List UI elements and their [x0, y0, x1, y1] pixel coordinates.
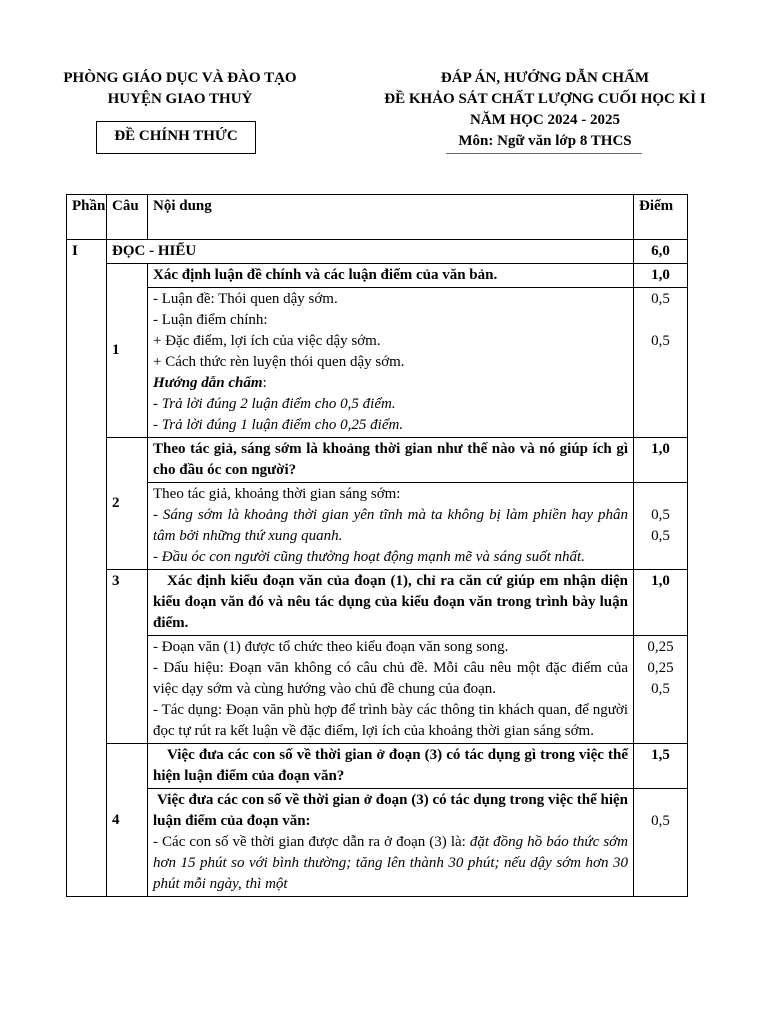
q3-answer [148, 636, 634, 744]
q1-scores [634, 288, 688, 438]
q2-answer-row [67, 483, 688, 570]
subject: Môn: Ngữ văn lớp 8 THCS [458, 133, 632, 149]
q4-score: 0,5 [651, 813, 670, 829]
q3-answer-line: - Tác dụng: Đoạn văn phù hợp để trình bày các thông tin khách quan, để người đọc tự rút ra kết luận về đặc điểm, lợi ích của khoảng thời gian sáng sớm. [153, 702, 628, 739]
q3-score-b: 0,25 [647, 660, 674, 676]
q2-question-row [67, 438, 688, 483]
q1-score-b: 0,5 [651, 333, 670, 349]
q3-question: Xác định kiểu đoạn văn của đoạn (1), chỉ ra căn cứ giúp em nhận diện kiểu đoạn văn đó và nêu tác dụng của kiểu đoạn văn trong trình bày luận điểm. [148, 570, 634, 636]
table-header-row [67, 195, 688, 240]
q1-question-score: 1,0 [634, 264, 688, 288]
q2-point: - Đầu óc con người cũng thường hoạt động mạnh mẽ và sáng suốt nhất. [153, 549, 585, 565]
q1-score-a: 0,5 [651, 291, 670, 307]
q1-guide-line: - Trả lời đúng 2 luận điểm cho 0,5 điểm. [153, 396, 396, 412]
exam-name: ĐỀ KHẢO SÁT CHẤT LƯỢNG CUỐI HỌC KÌ I [384, 91, 706, 107]
header-question: Câu [107, 195, 148, 240]
q3-question-row [67, 570, 688, 636]
department-header [40, 68, 320, 110]
answer-key-title: ĐÁP ÁN, HƯỚNG DẪN CHẤM [440, 70, 650, 86]
q2-score-b: 0,5 [651, 528, 670, 544]
q1-answer [148, 288, 634, 438]
q4-answer [148, 789, 634, 897]
q4-scores [634, 789, 688, 897]
header-part: Phần [67, 195, 107, 240]
q1-answer-line: - Luận điểm chính: [153, 312, 268, 328]
q3-score-a: 0,25 [647, 639, 674, 655]
subject-underline [446, 153, 642, 154]
q2-number: 2 [107, 438, 148, 570]
q3-score-c: 0,5 [651, 681, 670, 697]
section-title: ĐỌC - HIỂU [107, 240, 634, 264]
q3-question-score: 1,0 [634, 570, 688, 636]
q2-intro: Theo tác giả, khoảng thời gian sáng sớm: [153, 486, 401, 502]
q1-question: Xác định luận đề chính và các luận điểm của văn bản. [148, 264, 634, 288]
department-name: PHÒNG GIÁO DỤC VÀ ĐÀO TẠO [63, 70, 297, 86]
q1-answer-row [67, 288, 688, 438]
section-score: 6,0 [634, 240, 688, 264]
q3-scores [634, 636, 688, 744]
q1-answer-line: + Cách thức rèn luyện thói quen dậy sớm. [153, 354, 405, 370]
q4-answer-text: - Các con số về thời gian được dẫn ra ở đoạn (3) là: đặt đồng hồ báo thức sớm hơn 15 phút so với bình thường; tăng lên thành 30 phút; nếu dậy sớm hơn 30 phút mỗi ngày, thì một [153, 834, 628, 892]
q2-answer [148, 483, 634, 570]
section-part: I [67, 240, 107, 897]
q1-answer-line: + Đặc điểm, lợi ích của việc dậy sớm. [153, 333, 381, 349]
header-score: Điểm [634, 195, 688, 240]
q1-question-row [67, 264, 688, 288]
q2-scores [634, 483, 688, 570]
q2-question: Theo tác giả, sáng sớm là khoảng thời gian như thế nào và nó giúp ích gì cho đầu óc con người? [148, 438, 634, 483]
q4-answer-title: Việc đưa các con số về thời gian ở đoạn (3) có tác dụng trong việc thể hiện luận điểm của đoạn văn: [153, 792, 629, 829]
district-name: HUYỆN GIAO THUỶ [107, 91, 253, 107]
q4-question-score: 1,5 [634, 744, 688, 789]
q2-question-score: 1,0 [634, 438, 688, 483]
q1-number: 1 [107, 264, 148, 438]
q3-number: 3 [107, 570, 148, 744]
q4-number: 4 [107, 744, 148, 897]
header-content: Nội dung [148, 195, 634, 240]
section-row [67, 240, 688, 264]
q1-guide-line: - Trả lời đúng 1 luận điểm cho 0,25 điểm. [153, 417, 404, 433]
official-exam-box: ĐỀ CHÍNH THỨC [96, 121, 256, 154]
q4-question: Việc đưa các con số về thời gian ở đoạn (3) có tác dụng gì trong việc thể hiện luận điểm của đoạn văn? [148, 744, 634, 789]
q4-question-row [67, 744, 688, 789]
q2-point: - Sáng sớm là khoảng thời gian yên tĩnh mà ta không bị làm phiền hay phân tâm bởi những thứ xung quanh. [153, 507, 628, 544]
q1-guide-title: Hướng dẫn chấm: [153, 375, 267, 391]
q3-answer-line: - Đoạn văn (1) được tổ chức theo kiểu đoạn văn song song. [153, 639, 509, 655]
q3-answer-line: - Dấu hiệu: Đoạn văn không có câu chủ đề. Mỗi câu nêu một đặc điểm của việc dạy sớm và cùng hướng vào chủ đề chung của đoạn. [153, 660, 628, 697]
school-year: NĂM HỌC 2024 - 2025 [470, 112, 620, 128]
q3-answer-row [67, 636, 688, 744]
q4-answer-row [67, 789, 688, 897]
answer-key-table [66, 194, 688, 897]
q1-answer-line: - Luận đề: Thói quen dậy sớm. [153, 291, 338, 307]
exam-title-header [340, 68, 750, 152]
q2-score-a: 0,5 [651, 507, 670, 523]
